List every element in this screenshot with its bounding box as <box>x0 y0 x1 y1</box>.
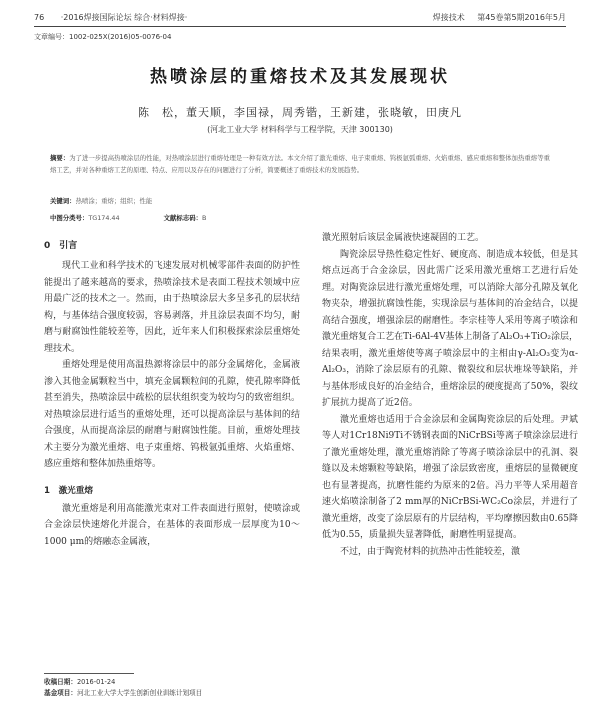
fund-line <box>44 688 300 699</box>
alloy-coating-paragraph: 激光重熔也适用于合金涂层和金属陶瓷涂层的后处理。尹斌等人对1Cr18Ni9Ti不锈钢表面的NiCrBSi等离子喷涂涂层进行了激光重熔处理，激光重熔消除了等离子喷涂涂层中的孔洞、裂缝以及未熔颗粒等缺陷，增强了涂层致密度，重熔层的显微硬度也有显著提高，抗磨性能约为原来的2倍。冯力平等人采用超音速火焰喷涂制备了2 mm厚的NiCrBSi-WC₂Co涂层，并进行了激光重熔，改变了涂层原有的片层结构，平均摩擦因数由0.65降低为0.55，质量损失显著降低，耐磨性明显提高。 <box>322 414 578 540</box>
doc-code-value: B <box>202 214 207 222</box>
abstract <box>50 153 550 176</box>
keywords-text: 热喷涂；重熔；组织；性能 <box>75 197 153 205</box>
received-date: 2016-01-24 <box>76 678 116 686</box>
header-left <box>34 12 187 23</box>
footnote <box>44 677 300 699</box>
clc-label: 中图分类号： <box>50 214 89 222</box>
intro-paragraph-1: 现代工业和科学技术的飞速发展对机械零部件表面的防护性能提出了越来越高的要求，热喷涂技术是表面工程技术领域中应用最广泛的技术之一。然而，由于热喷涂层大多呈多孔的层状结构，与基体结合强度较弱，容易剥落，并且涂层表面不均匀，耐磨与耐腐蚀性能较差等，因此，近年来人们积极探索涂层重熔处理技术。 <box>44 261 300 354</box>
header-divider <box>34 26 566 27</box>
clc-value: TG174.44 <box>88 214 120 222</box>
keywords <box>50 196 152 205</box>
received-label: 收稿日期： <box>44 678 77 686</box>
abstract-text: 为了进一步提高热喷涂层的性能，对热喷涂层进行重熔处理是一种有效方法。本文介绍了激光重熔、电子束重熔、钨极氩弧重熔、火焰重熔、感应重熔和整体加热重熔等重熔工艺，并对各种重熔工艺的原理、特点、应用以及存在的问题进行了分析，简要概述了重熔技术的发展趋势。 <box>50 154 550 174</box>
footnote-divider <box>44 673 134 674</box>
ceramic-coating-paragraph: 陶瓷涂层导热性稳定性好、硬度高、制造成本较低，但是其熔点远高于合金涂层，因此需广泛采用激光重熔工艺进行后处理。对陶瓷涂层进行激光重熔处理，可以消除大部分孔隙及氧化物夹杂，增强抗腐蚀性能，实现涂层与基体间的冶金结合，以提高结合强度，增强涂层的耐磨性。李宗桂等人采用等离子喷涂和激光重熔复合工艺在Ti-6Al-4V基体上制备了Al₂O₃+TiO₂涂层，结果表明，激光重熔使等离子喷涂层中的主相由γ-Al₂O₃变为α-Al₂O₃，消除了涂层原有的孔隙、微裂纹和层状堆垛等缺陷，并与基体形成良好的冶金结合，重熔涂层的硬度提高了50%，裂纹扩展抗力提高了近2倍。 <box>322 249 578 408</box>
keywords-label: 关键词： <box>50 197 76 205</box>
affiliation: (河北工业大学 材料科学与工程学院，天津 300130) <box>207 125 393 134</box>
running-header <box>34 10 566 26</box>
abstract-label: 摘要： <box>50 154 70 162</box>
page-number: 76 <box>34 13 45 22</box>
author-list: 陈 松，董天顺，李国禄，周秀锴，王新建，张晓敏，田庚凡 <box>138 106 462 119</box>
fund-text: 河北工业大学大学生创新创业训练计划项目 <box>76 689 203 697</box>
right-column <box>322 230 578 560</box>
header-right <box>423 12 566 23</box>
classification-line <box>50 213 206 222</box>
intro-heading: 0 引言 <box>44 241 78 251</box>
intro-paragraph-2: 重熔处理是使用高温热源将涂层中的部分金属熔化，金属液渗入其他金属颗粒当中，填充金属颗粒间的孔隙，使孔隙率降低甚至消失，热喷涂层中疏松的层状组织变为较均匀的致密组织。对热喷涂层进行适当的重熔处理，还可以提高涂层与基体间的结合强度，从而提高涂层的耐磨与耐腐蚀性能。目前，重熔处理技术主要分为激光重熔、电子束重熔、钨极氩弧重熔、火焰重熔、感应重熔和整体加热重熔等。 <box>44 360 300 469</box>
section-1-paragraph: 激光重熔是利用高能激光束对工件表面进行照射，使喷涂或合金涂层快速熔化并混合，在基体的表面形成一层厚度为10～1000 μm的熔融态金属液， <box>44 503 300 547</box>
continued-paragraph: 激光照射后该层金属液快速凝固的工艺。 <box>322 233 485 243</box>
received-date-line <box>44 677 300 688</box>
journal-section: ·2016焊接国际论坛 综合·材料焊接· <box>60 13 188 22</box>
fund-label: 基金项目： <box>44 689 77 697</box>
doc-code-label: 文献标志码： <box>163 214 202 222</box>
left-column <box>44 230 300 550</box>
journal-volume: 第45卷第5期2016年5月 <box>477 13 566 22</box>
article-number: 文章编号：1002-025X(2016)05-0076-04 <box>34 33 172 41</box>
limitation-paragraph: 不过，由于陶瓷材料的抗热冲击性能较差，激 <box>340 546 521 557</box>
paper-title: 热喷涂层的重熔技术及其发展现状 <box>150 67 450 87</box>
section-1-heading: 1 激光重熔 <box>44 485 93 496</box>
journal-name: 焊接技术 <box>432 13 465 22</box>
